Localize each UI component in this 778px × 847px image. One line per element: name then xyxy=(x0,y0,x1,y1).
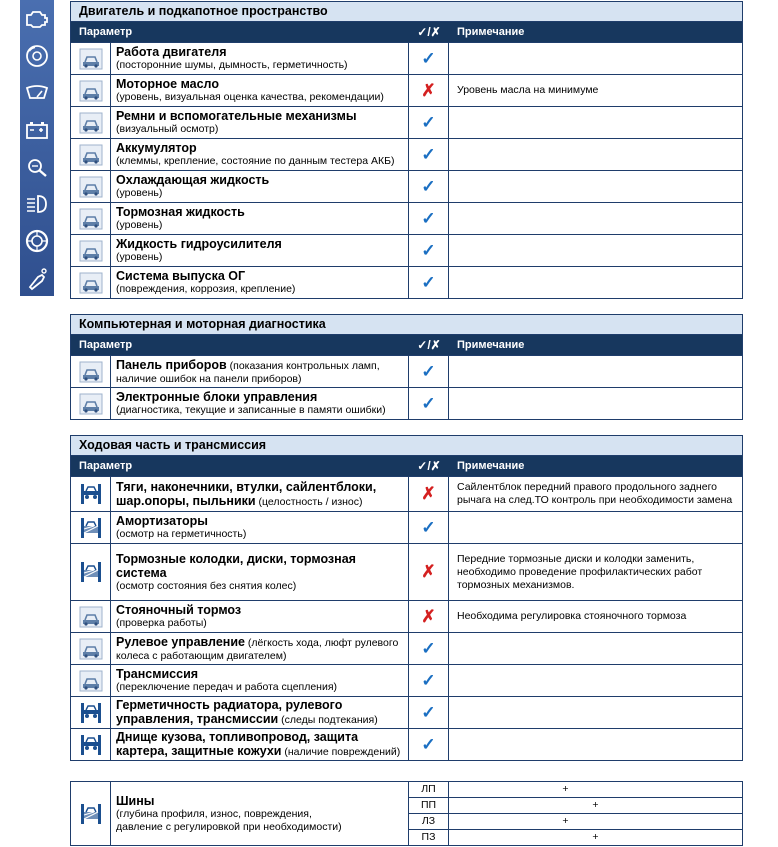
param-title xyxy=(116,109,404,123)
section-title: Ходовая часть и трансмиссия xyxy=(71,436,742,456)
diag-rows xyxy=(71,355,742,419)
check-ok-mark: ✓ xyxy=(409,267,449,298)
header-note: Примечание xyxy=(457,460,525,472)
param-title-text: Рулевое управление xyxy=(116,634,245,649)
param-cell xyxy=(111,203,409,234)
table-row xyxy=(71,138,742,170)
engine-warning-icon xyxy=(20,0,54,37)
param-title xyxy=(116,205,404,219)
table-header xyxy=(71,335,742,355)
wheel-pos: ПЗ xyxy=(409,830,449,845)
table-row xyxy=(71,543,742,600)
param-title xyxy=(116,635,404,650)
table-row xyxy=(71,511,742,543)
param-title-text: шар.опоры, пыльники xyxy=(116,493,256,508)
engine-rows xyxy=(71,42,742,298)
table-row xyxy=(71,74,742,106)
check-ok-mark: ✓ xyxy=(409,633,449,664)
wheel-value: + xyxy=(562,783,569,795)
category-icon-strip xyxy=(20,0,54,296)
param-subtitle: (клеммы, крепление, состояние по данным тестера АКБ) xyxy=(116,155,395,167)
param-title-text: Амортизаторы xyxy=(116,514,208,528)
note-cell: Необходима регулировка стояночного тормоза xyxy=(457,610,687,622)
note-cell xyxy=(449,107,742,138)
lift-icon xyxy=(71,729,111,760)
note-cell xyxy=(449,729,742,760)
table-row xyxy=(71,170,742,202)
param-title-text: Днище кузова, топливопровод, защита xyxy=(116,730,359,744)
param-cell xyxy=(111,267,409,298)
param-subtitle: (визуальный осмотр) xyxy=(116,123,219,135)
check-ok-mark: ✓ xyxy=(409,139,449,170)
car-icon xyxy=(71,107,111,138)
check-ok-mark: ✓ xyxy=(409,729,449,760)
param-cell xyxy=(111,75,409,106)
param-title xyxy=(116,269,404,283)
param-title-text: управления, трансмиссии xyxy=(116,712,279,726)
note-cell: Передние тормозные диски и колодки заменить, необходимо проведение профилактических работ тормозных механизмов. xyxy=(457,552,703,591)
table-row xyxy=(71,234,742,266)
tires-section xyxy=(70,781,743,846)
car-icon xyxy=(71,171,111,202)
param-title xyxy=(116,480,404,494)
section-title: Двигатель и подкапотное пространство xyxy=(71,2,742,22)
section-title: Компьютерная и моторная диагностика xyxy=(71,315,742,335)
suspension-icon xyxy=(20,148,54,185)
note-cell: Сайлентблок передний правого продольного заднего рычага на след.ТО контроль при необходимости замена xyxy=(457,481,733,506)
param-title xyxy=(116,77,404,91)
param-title-line2 xyxy=(116,744,404,759)
brake-disc-icon xyxy=(20,37,54,74)
header-param: Параметр xyxy=(79,460,133,472)
check-ok-mark: ✓ xyxy=(409,356,449,387)
table-row xyxy=(71,664,742,696)
car-icon xyxy=(71,601,111,632)
param-title xyxy=(116,603,404,617)
header-check: ✓/✗ xyxy=(417,459,441,473)
lift-icon xyxy=(71,782,111,845)
param-subtitle: (посторонние шумы, дымность, герметичность) xyxy=(116,59,348,71)
car-icon xyxy=(71,665,111,696)
table-row xyxy=(71,728,742,760)
param-title-text: Охлаждающая жидкость xyxy=(116,173,270,187)
param-subtitle: (уровень) xyxy=(116,219,163,231)
param-cell xyxy=(111,665,409,696)
check-fail-mark: ✗ xyxy=(409,544,449,600)
param-title-line2 xyxy=(116,712,404,727)
check-ok-mark: ✓ xyxy=(409,665,449,696)
param-cell xyxy=(111,512,409,543)
param-cell xyxy=(111,544,409,600)
param-title xyxy=(116,237,404,251)
param-cell xyxy=(111,633,409,664)
param-title-line2 xyxy=(116,494,404,509)
table-row xyxy=(71,106,742,138)
param-subtitle: (уровень) xyxy=(116,251,163,263)
param-title-text: Ремни и вспомогательные механизмы xyxy=(116,109,357,123)
check-ok-mark: ✓ xyxy=(409,388,449,419)
note-cell xyxy=(449,633,742,664)
check-ok-mark: ✓ xyxy=(409,107,449,138)
table-row xyxy=(71,202,742,234)
param-title-text: Моторное масло xyxy=(116,77,219,91)
note-cell xyxy=(449,139,742,170)
note-cell: Уровень масла на минимуме xyxy=(457,84,599,96)
chassis-section xyxy=(70,435,743,761)
param-title-text: Аккумулятор xyxy=(116,141,197,155)
check-ok-mark: ✓ xyxy=(409,512,449,543)
tires-sub1: (глубина профиля, износ, повреждения, xyxy=(116,807,312,820)
note-cell xyxy=(449,665,742,696)
param-cell xyxy=(111,139,409,170)
param-cell xyxy=(111,171,409,202)
param-cell xyxy=(111,43,409,74)
param-title xyxy=(116,173,404,187)
param-title xyxy=(116,514,404,528)
param-subtitle: (повреждения, коррозия, крепление) xyxy=(116,283,296,295)
note-cell xyxy=(449,697,742,728)
param-title-text: Тормозные колодки, диски, тормозная система xyxy=(116,551,356,580)
param-cell xyxy=(111,235,409,266)
param-title-text: Тяги, наконечники, втулки, сайлентблоки, xyxy=(116,479,377,494)
note-cell xyxy=(449,356,742,387)
param-cell xyxy=(111,477,409,511)
note-cell xyxy=(449,235,742,266)
table-row xyxy=(71,632,742,664)
lift-icon xyxy=(71,477,111,511)
param-title-text: Панель приборов xyxy=(116,357,227,372)
param-subtitle: (осмотр на герметичность) xyxy=(116,528,247,540)
wheel-value: + xyxy=(592,799,599,811)
wheel-row xyxy=(409,830,742,845)
param-title-text: Трансмиссия xyxy=(116,667,199,681)
param-cell xyxy=(111,697,409,728)
table-row xyxy=(71,42,742,74)
param-title xyxy=(116,141,404,155)
check-fail-mark: ✗ xyxy=(409,601,449,632)
param-title xyxy=(116,552,404,580)
note-cell xyxy=(449,388,742,419)
header-param: Параметр xyxy=(79,339,133,351)
wheel-row xyxy=(409,798,742,814)
param-title xyxy=(116,667,404,681)
check-ok-mark: ✓ xyxy=(409,235,449,266)
param-title-text: Электронные блоки управления xyxy=(116,390,318,404)
wheel-value: + xyxy=(562,815,569,827)
param-title-text: Тормозная жидкость xyxy=(116,205,245,219)
table-row xyxy=(71,696,742,728)
param-title-text: Жидкость гидроусилителя xyxy=(116,237,282,251)
table-row xyxy=(71,387,742,419)
param-cell xyxy=(111,107,409,138)
header-note: Примечание xyxy=(457,26,525,38)
car-icon xyxy=(71,356,111,387)
car-icon xyxy=(71,633,111,664)
lift-icon xyxy=(71,697,111,728)
param-title xyxy=(116,390,404,404)
note-cell xyxy=(449,43,742,74)
table-row xyxy=(71,266,742,298)
table-row xyxy=(71,600,742,632)
param-inline-note: (лёгкость хода, люфт рулевого xyxy=(244,636,399,649)
param-cell xyxy=(111,601,409,632)
param-title xyxy=(116,45,404,59)
note-cell xyxy=(449,267,742,298)
param-title-text: Система выпуска ОГ xyxy=(116,269,246,283)
table-row xyxy=(71,355,742,387)
car-icon xyxy=(71,43,111,74)
note-cell xyxy=(449,203,742,234)
param-cell xyxy=(111,388,409,419)
param-inline-note: (следы подтекания) xyxy=(278,714,378,726)
wheel-row xyxy=(409,814,742,830)
exhaust-pipe-icon xyxy=(20,259,54,296)
engine-section xyxy=(70,1,743,299)
wheel-value: + xyxy=(592,831,599,843)
param-subtitle: (проверка работы) xyxy=(116,617,207,629)
note-cell xyxy=(449,171,742,202)
diagnostics-section xyxy=(70,314,743,420)
tires-title: Шины xyxy=(116,793,155,808)
check-fail-mark: ✗ xyxy=(409,477,449,511)
windshield-icon xyxy=(20,74,54,111)
param-subtitle: колеса с работающим двигателем) xyxy=(116,649,287,662)
wheel-row xyxy=(409,782,742,798)
param-cell xyxy=(111,356,409,387)
car-icon xyxy=(71,139,111,170)
param-title-text: Работа двигателя xyxy=(116,45,227,59)
lift-icon xyxy=(71,512,111,543)
table-header xyxy=(71,22,742,42)
param-title xyxy=(116,730,404,744)
wheel-pos: ЛП xyxy=(409,782,449,797)
param-inline-note: (целостность / износ) xyxy=(255,495,363,508)
param-subtitle: (уровень) xyxy=(116,187,163,199)
check-ok-mark: ✓ xyxy=(409,43,449,74)
param-title-text: Герметичность радиатора, рулевого xyxy=(116,698,343,712)
car-icon xyxy=(71,388,111,419)
check-ok-mark: ✓ xyxy=(409,697,449,728)
param-subtitle: (уровень, визуальная оценка качества, рекомендации) xyxy=(116,91,384,103)
car-icon xyxy=(71,75,111,106)
check-ok-mark: ✓ xyxy=(409,171,449,202)
lift-icon xyxy=(71,544,111,600)
header-check: ✓/✗ xyxy=(417,338,441,352)
param-subtitle: (осмотр состояния без снятия колес) xyxy=(116,579,297,592)
tires-param xyxy=(111,782,409,845)
param-inline-note: (наличие повреждений) xyxy=(281,746,401,758)
param-subtitle: наличие ошибок на панели приборов) xyxy=(116,372,302,385)
check-fail-mark: ✗ xyxy=(409,75,449,106)
wheel-pos: ЛЗ xyxy=(409,814,449,829)
header-param: Параметр xyxy=(79,26,133,38)
param-cell xyxy=(111,729,409,760)
param-subtitle: (диагностика, текущие и записанные в памяти ошибки) xyxy=(116,404,386,416)
battery-icon xyxy=(20,111,54,148)
note-cell xyxy=(449,512,742,543)
table-header xyxy=(71,456,742,476)
check-ok-mark: ✓ xyxy=(409,203,449,234)
param-title xyxy=(116,358,404,373)
car-icon xyxy=(71,203,111,234)
header-note: Примечание xyxy=(457,339,525,351)
param-title xyxy=(116,698,404,712)
param-title-text: Стояночный тормоз xyxy=(116,603,242,617)
headlight-icon xyxy=(20,185,54,222)
car-icon xyxy=(71,235,111,266)
param-inline-note: (показания контрольных ламп, xyxy=(226,359,380,372)
param-subtitle: (переключение передач и работа сцепления) xyxy=(116,681,338,693)
table-row xyxy=(71,476,742,511)
param-title-text: картера, защитные кожухи xyxy=(116,744,282,758)
tires-sub2: давление с регулировкой при необходимости) xyxy=(116,820,342,833)
wheel-pos: ПП xyxy=(409,798,449,813)
car-icon xyxy=(71,267,111,298)
chassis-rows xyxy=(71,476,742,760)
header-check: ✓/✗ xyxy=(417,25,441,39)
tire-icon xyxy=(20,222,54,259)
tires-wheel-table xyxy=(409,782,742,845)
